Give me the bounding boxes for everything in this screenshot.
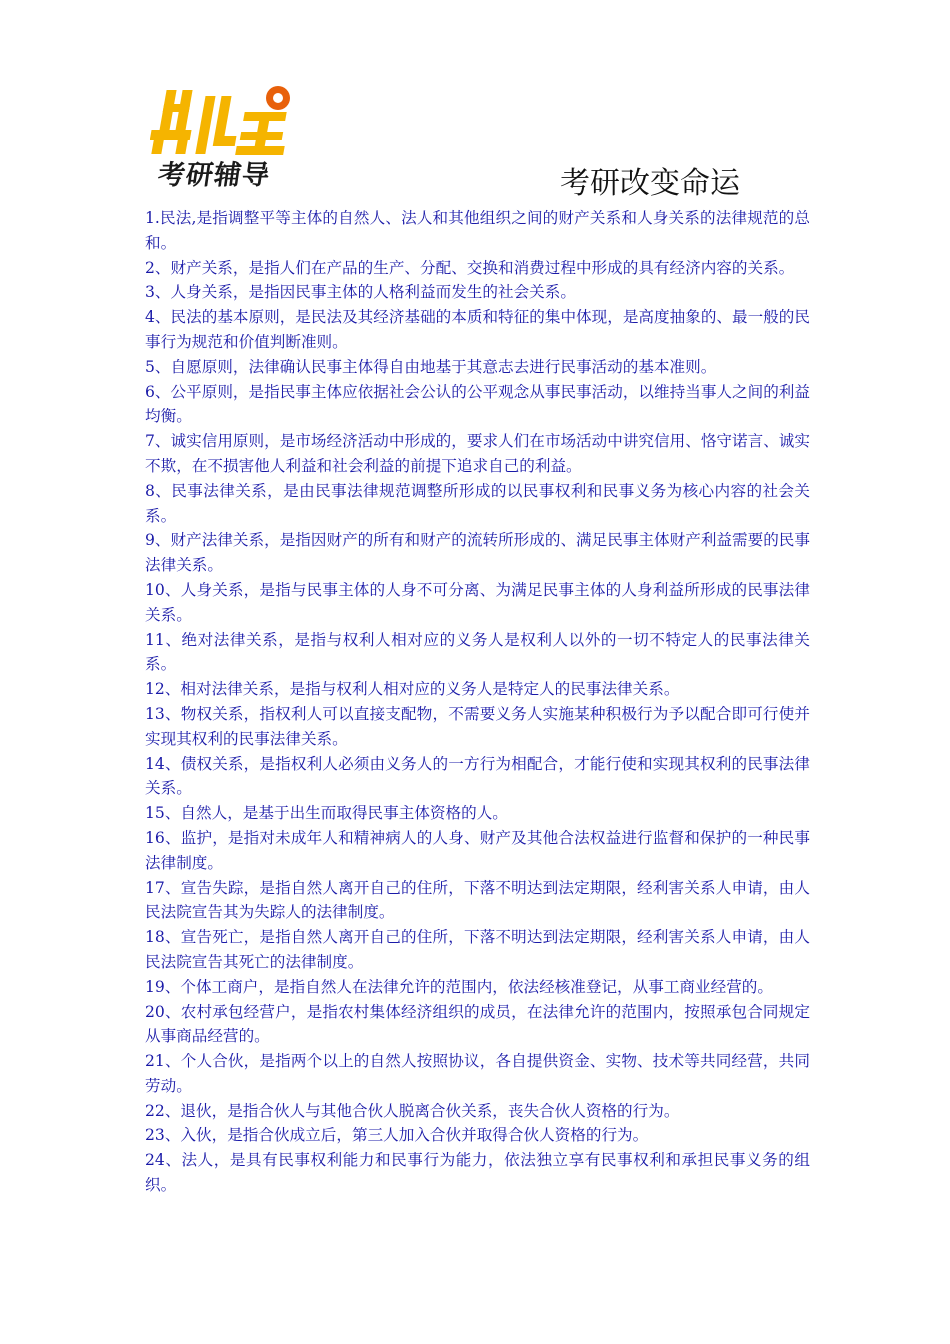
definition-paragraph: 14、债权关系，是指权利人必须由义务人的一方行为相配合，才能行使和实现其权利的民事法律关系。 [145, 754, 810, 798]
definition-paragraph: 9、财产法律关系，是指因财产的所有和财产的流转所形成的、满足民事主体财产利益需要的民事法律关系。 [145, 531, 810, 575]
definition-paragraph: 2、财产关系，是指人们在产品的生产、分配、交换和消费过程中形成的具有经济内容的关系。 [145, 258, 795, 277]
definitions-list [145, 206, 810, 1198]
kaicheng-logo-icon [150, 82, 305, 160]
definition-paragraph: 23、入伙，是指合伙成立后，第三人加入合伙并取得合伙人资格的行为。 [145, 1126, 649, 1145]
definition-paragraph: 1.民法,是指调整平等主体的自然人、法人和其他组织之间的财产关系和人身关系的法律规范的总和。 [145, 209, 810, 252]
definition-paragraph: 19、个体工商户，是指自然人在法律允许的范围内，依法经核准登记，从事工商业经营的。 [145, 977, 773, 996]
logo-subtitle: 考研辅导 [155, 160, 273, 191]
definition-paragraph: 22、退伙，是指合伙人与其他合伙人脱离合伙关系，丧失合伙人资格的行为。 [145, 1101, 680, 1120]
definition-paragraph: 4、民法的基本原则，是民法及其经济基础的本质和特征的集中体现，是高度抽象的、最一般的民事行为规范和价值判断准则。 [145, 308, 810, 351]
definition-paragraph: 18、宣告死亡，是指自然人离开自己的住所，下落不明达到法定期限，经利害关系人申请，由人民法院宣告其死亡的法律制度。 [145, 928, 810, 971]
definition-paragraph: 13、物权关系，指权利人可以直接支配物，不需要义务人实施某种积极行为予以配合即可行使并实现其权利的民事法律关系。 [145, 704, 810, 748]
definition-paragraph: 15、自然人，是基于出生而取得民事主体资格的人。 [145, 804, 508, 823]
definition-paragraph: 8、民事法律关系，是由民事法律规范调整所形成的以民事权利和民事义务为核心内容的社会关系。 [145, 481, 810, 525]
definition-paragraph: 24、法人，是具有民事权利能力和民事行为能力，依法独立享有民事权利和承担民事义务的组织。 [145, 1151, 810, 1195]
brand-logo [150, 82, 305, 194]
definition-paragraph: 3、人身关系，是指因民事主体的人格利益而发生的社会关系。 [145, 283, 576, 302]
definition-paragraph: 6、公平原则，是指民事主体应依据社会公认的公平观念从事民事活动，以维持当事人之间的利益均衡。 [145, 382, 810, 426]
definition-paragraph: 11、绝对法律关系，是指与权利人相对应的义务人是权利人以外的一切不特定人的民事法律关系。 [145, 630, 810, 674]
definition-paragraph: 5、自愿原则，法律确认民事主体得自由地基于其意志去进行民事活动的基本准则。 [145, 357, 717, 376]
definition-paragraph: 16、监护，是指对未成年人和精神病人的人身、财产及其他合法权益进行监督和保护的一种民事法律制度。 [145, 828, 810, 872]
definition-paragraph: 21、个人合伙，是指两个以上的自然人按照协议，各自提供资金、实物、技术等共同经营，共同劳动。 [145, 1052, 810, 1095]
definition-paragraph: 7、诚实信用原则，是市场经济活动中形成的，要求人们在市场活动中讲究信用、恪守诺言、诚实不欺，在不损害他人利益和社会利益的前提下追求自己的利益。 [145, 432, 810, 475]
definition-paragraph: 12、相对法律关系，是指与权利人相对应的义务人是特定人的民事法律关系。 [145, 680, 680, 699]
definition-paragraph: 20、农村承包经营户，是指农村集体经济组织的成员，在法律允许的范围内，按照承包合同规定从事商品经营的。 [145, 1002, 810, 1046]
definition-paragraph: 17、宣告失踪，是指自然人离开自己的住所，下落不明达到法定期限，经利害关系人申请，由人民法院宣告其为失踪人的法律制度。 [145, 878, 810, 922]
slogan-heading: 考研改变命运 [560, 166, 740, 201]
definition-paragraph: 10、人身关系，是指与民事主体的人身不可分离、为满足民事主体的人身利益所形成的民事法律关系。 [145, 580, 810, 624]
